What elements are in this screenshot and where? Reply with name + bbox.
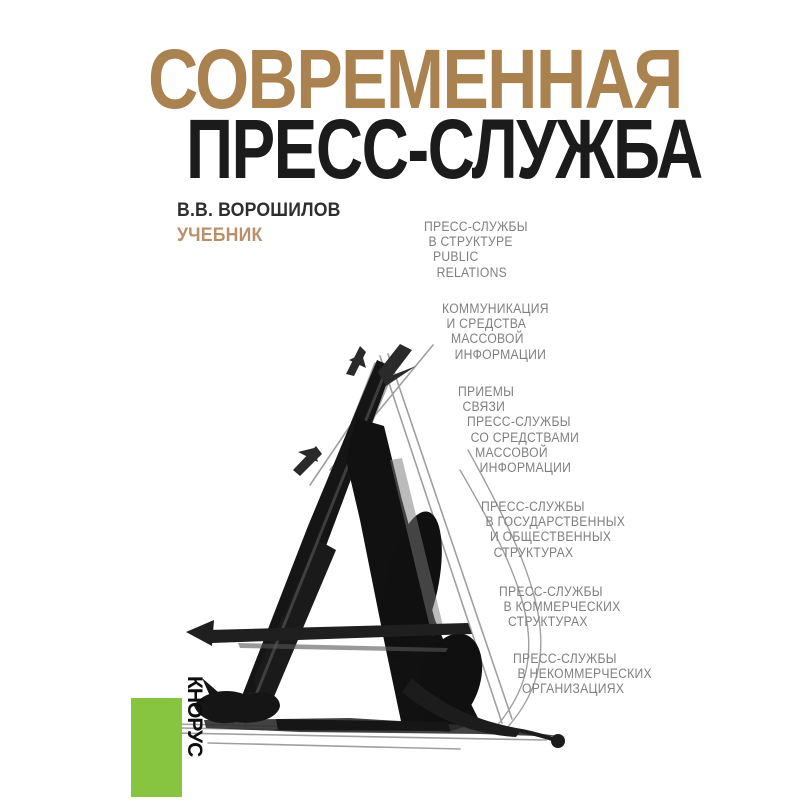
topic-line: СО СРЕДСТВАМИ <box>470 429 580 445</box>
topic-block-state-structures <box>481 499 625 560</box>
topic-line: PUBLIC <box>433 249 479 265</box>
topic-line: ОРГАНИЗАЦИЯХ <box>522 681 625 697</box>
topic-block-communication <box>442 301 549 362</box>
topic-line: СТРУКТУРАХ <box>508 614 588 630</box>
topic-line: ИНФОРМАЦИИ <box>454 346 547 362</box>
topic-line: МАССОВОЙ <box>475 444 548 460</box>
topic-block-noncommercial <box>513 651 652 697</box>
topic-line: СВЯЗИ <box>462 399 506 415</box>
topic-line: В ГОСУДАРСТВЕННЫХ <box>485 514 626 530</box>
author-name: В.В. ВОРОШИЛОВ <box>177 200 341 221</box>
topic-line: ПРЕСС-СЛУЖБЫ <box>424 219 528 234</box>
topic-line: МАССОВОЙ <box>451 331 524 347</box>
topic-line: В КОММЕРЧЕСКИХ <box>503 599 621 615</box>
topic-line: И ОБЩЕСТВЕННЫХ <box>490 529 612 545</box>
topic-line: И СРЕДСТВА <box>446 316 527 332</box>
publisher-name: КНОРУС <box>183 676 206 757</box>
topic-block-commercial <box>499 584 621 630</box>
topic-line: ПРИЕМЫ <box>458 384 515 399</box>
topic-line: ИНФОРМАЦИИ <box>479 460 572 476</box>
topic-line: В НЕКОММЕРЧЕСКИХ <box>517 666 652 682</box>
edition-label: УЧЕБНИК <box>177 225 263 246</box>
topic-line: ПРЕСС-СЛУЖБЫ <box>513 651 617 666</box>
topic-line: СТРУКТУРАХ <box>493 544 574 560</box>
topic-line: ПРЕСС-СЛУЖБЫ <box>467 414 571 430</box>
topic-block-press-structure <box>424 219 528 280</box>
topic-line: ПРЕСС-СЛУЖБЫ <box>499 584 603 599</box>
topic-block-media-relations <box>458 384 579 475</box>
topic-line: ПРЕСС-СЛУЖБЫ <box>481 499 585 514</box>
topic-line: КОММУНИКАЦИЯ <box>442 301 549 316</box>
topic-line: В СТРУКТУРЕ <box>428 234 513 250</box>
topic-line: RELATIONS <box>436 264 507 280</box>
title-line-1: СОВРЕМЕННАЯ <box>148 32 682 126</box>
title-line-2: ПРЕСС-СЛУЖБА <box>186 102 702 196</box>
publisher-logo-mark <box>131 698 182 797</box>
